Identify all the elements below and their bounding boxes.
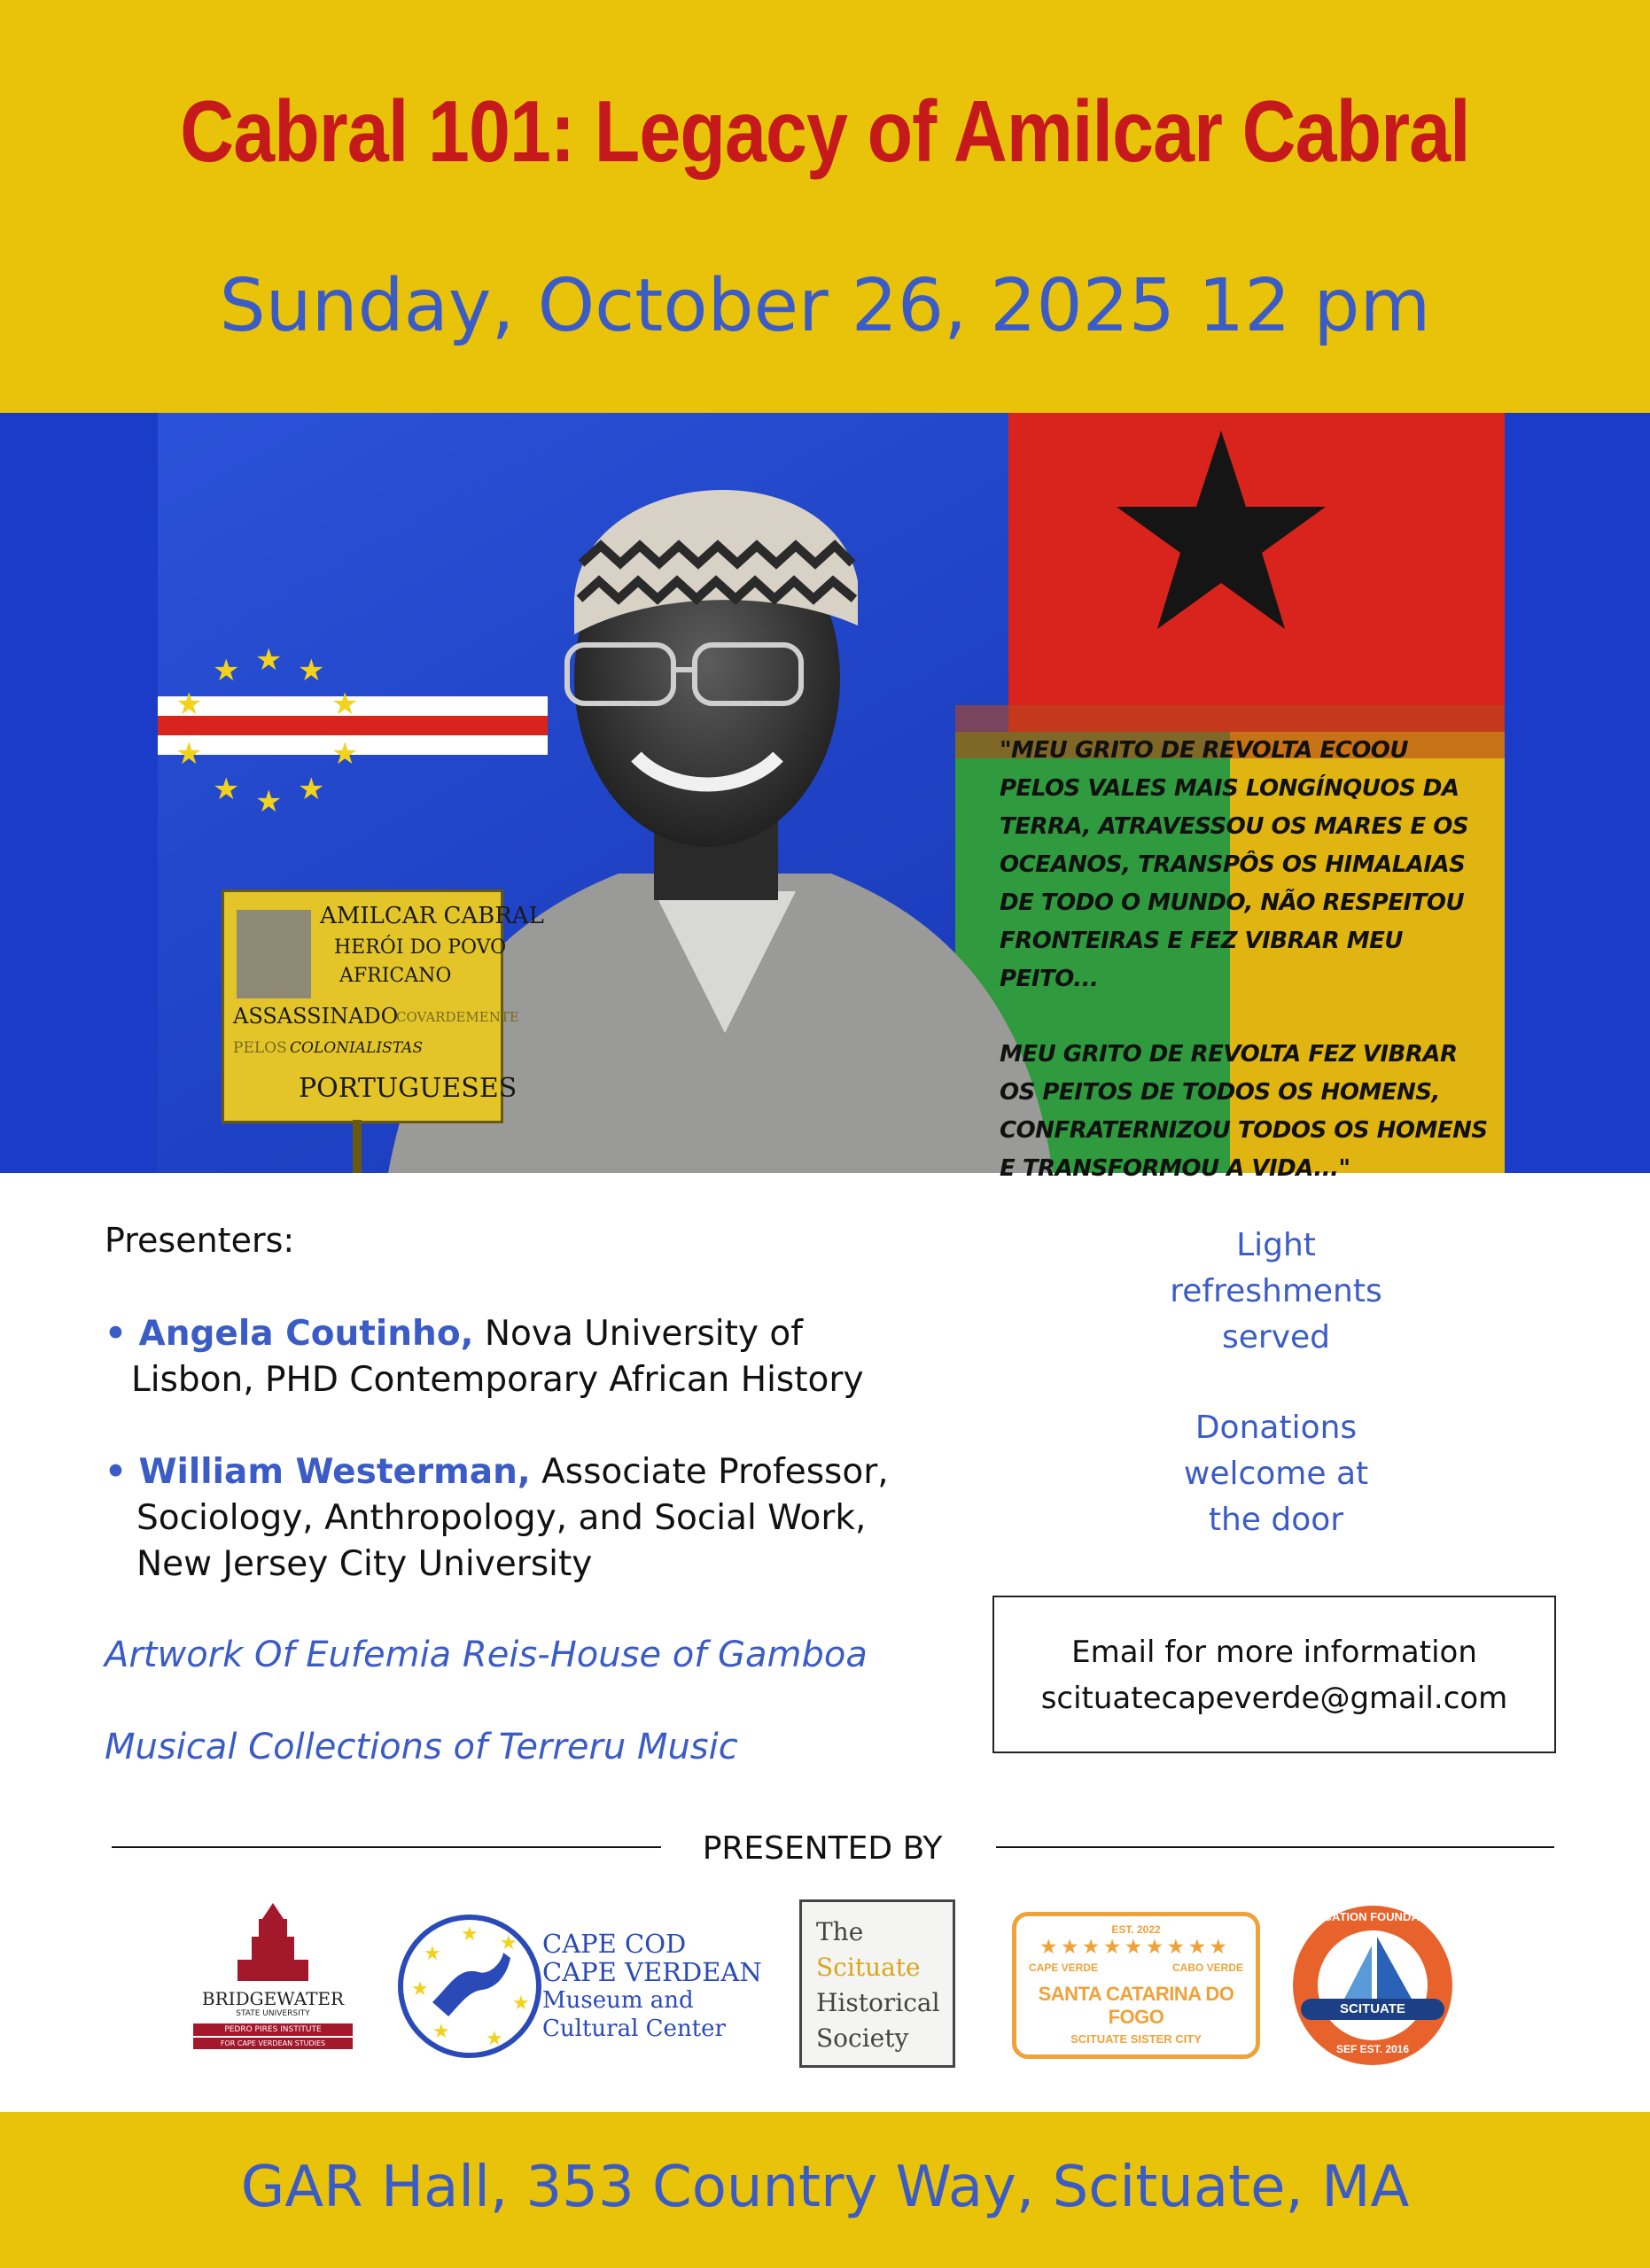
presenter-affiliation: Lisbon, PHD Contemporary African History — [131, 1360, 864, 1400]
note-line: welcome at — [1183, 1456, 1369, 1492]
sign-line: PELOS — [233, 1039, 287, 1057]
quote-paragraph: "MEU GRITO DE REVOLTA ECOOU PELOS VALES MAIS LONGÍNQUOS DA TERRA, ATRAVESSOU OS MARES E OS OCEANOS, TRANSPÔS OS HIMALAIAS DE TODO O MUNDO, NÃO RESPEITOU FRONTEIRAS E FEZ VIBRAR MEU PEITO... — [1000, 737, 1469, 992]
bridgewater-name: BRIDGEWATER — [201, 1988, 345, 2009]
svg-text:★: ★ — [424, 1943, 441, 1965]
divider-right — [996, 1846, 1554, 1848]
fogo-est: EST. 2022 — [1111, 1923, 1161, 1936]
svg-text:★: ★ — [175, 687, 203, 722]
quote-paragraph: MEU GRITO DE REVOLTA FEZ VIBRAR OS PEITOS DE TODOS OS HOMENS, CONFRATERNIZOU TODOS OS HOMENS E TRANSFORMOU A VIDA..." — [1000, 1041, 1488, 1182]
fogo-right: CABO VERDE — [1171, 1961, 1243, 1974]
revolt-quote — [1000, 732, 1496, 1225]
stars-row-icon: ★★★★★★★★★ — [1040, 1938, 1232, 1957]
institute-sub: FOR CAPE VERDEAN STUDIES — [193, 2038, 353, 2049]
sign-line: ASSASSINADO — [233, 1004, 399, 1029]
museum-line: Cultural Center — [542, 2016, 726, 2042]
note-line: refreshments — [1170, 1273, 1382, 1309]
bridgewater-sub: STATE UNIVERSITY — [236, 2009, 310, 2018]
header-band — [0, 0, 1650, 413]
sign-line: AMILCAR CABRAL — [320, 903, 544, 929]
contact-box — [992, 1596, 1556, 1753]
svg-text:★: ★ — [255, 784, 283, 819]
society-line: Historical — [816, 1988, 940, 2017]
fogo-name: SANTA CATARINA DO FOGO — [1038, 1983, 1234, 2028]
presenter-name: Angela Coutinho, — [138, 1314, 474, 1354]
sign-portrait — [237, 910, 311, 998]
museum-line: Museum and — [542, 1987, 694, 2014]
note-line: Donations — [1195, 1410, 1358, 1446]
society-line: Society — [816, 2023, 909, 2053]
historical-society-logo — [799, 1899, 955, 2068]
presenter-affiliation: New Jersey City University — [136, 1544, 593, 1584]
cape-verdean-museum-logo — [397, 1910, 762, 2070]
presented-by-heading: PRESENTED BY — [702, 1830, 943, 1867]
svg-text:★: ★ — [298, 772, 325, 807]
presenter-affiliation: Associate Professor, — [530, 1452, 889, 1492]
presenters-heading: Presenters: — [105, 1221, 295, 1260]
presenter-affiliation: Sociology, Anthropology, and Social Work, — [136, 1498, 867, 1538]
presenter-item: • William Westerman, Associate Professor, Sociology, Anthropology, and Social Work, New Jersey City University — [105, 1449, 955, 1588]
svg-text:★: ★ — [255, 642, 283, 678]
event-title: Cabral 101: Legacy of Amilcar Cabral — [180, 82, 1470, 180]
society-line: Scituate — [816, 1953, 921, 1982]
museum-line: CAPE VERDEAN — [542, 1957, 762, 1987]
svg-text:★: ★ — [298, 653, 325, 688]
svg-text:★: ★ — [432, 2021, 450, 2043]
society-line: The — [816, 1917, 864, 1946]
svg-text:★: ★ — [411, 1978, 429, 2000]
event-date: Sunday, October 26, 2025 12 pm — [219, 264, 1431, 348]
institute-name: PEDRO PIRES INSTITUTE — [193, 2023, 353, 2036]
note-line: Light — [1236, 1227, 1316, 1263]
svg-text:★: ★ — [331, 687, 359, 722]
fogo-sub: SCITUATE SISTER CITY — [1070, 2032, 1202, 2046]
contact-label: Email for more information — [1071, 1635, 1477, 1670]
note-line: served — [1221, 1319, 1330, 1355]
santa-catarina-logo — [1012, 1912, 1260, 2059]
svg-text:★: ★ — [512, 1992, 530, 2015]
tower-icon — [193, 1901, 353, 1981]
sign-line: AFRICANO — [339, 965, 452, 987]
artwork-credit: Artwork Of Eufemia Reis-House of Gamboa — [105, 1635, 868, 1675]
fogo-left: CAPE VERDE — [1029, 1961, 1099, 1974]
presenter-affiliation: Nova University of — [473, 1314, 803, 1354]
museum-emblem-icon — [397, 1914, 542, 2059]
sign-line: COLONIALISTAS — [290, 1039, 424, 1057]
svg-text:★: ★ — [213, 653, 240, 688]
presenter-item: • Angela Coutinho, Nova University of Lisbon, PHD Contemporary African History — [105, 1311, 955, 1403]
donations-note — [1134, 1405, 1418, 1543]
svg-text:★: ★ — [331, 736, 359, 772]
protest-sign — [222, 889, 544, 1123]
sign-post — [353, 1120, 362, 1173]
music-credit: Musical Collections of Terreru Music — [105, 1727, 738, 1767]
sign-line: PORTUGUESES — [299, 1073, 518, 1104]
divider-left — [112, 1846, 661, 1848]
foundation-top: EDUCATION FOUNDATION — [1299, 1910, 1446, 1923]
svg-text:★: ★ — [500, 1932, 518, 1954]
museum-line: CAPE COD — [542, 1929, 687, 1959]
contact-email-link[interactable]: scituatecapeverde@gmail.com — [1040, 1681, 1508, 1716]
note-line: the door — [1208, 1502, 1344, 1538]
education-foundation-logo — [1288, 1901, 1457, 2070]
foundation-bottom: SEF EST. 2016 — [1335, 2043, 1410, 2055]
venue-address: GAR Hall, 353 Country Way, Scituate, MA — [240, 2155, 1410, 2220]
sign-line: HERÓI DO POVO — [334, 936, 507, 959]
sign-line: COVARDEMENTE — [396, 1009, 519, 1025]
foundation-banner: SCITUATE — [1340, 2001, 1405, 2016]
svg-text:★: ★ — [486, 2028, 503, 2050]
refreshments-note — [1134, 1223, 1418, 1361]
presenter-name: William Westerman, — [138, 1452, 531, 1492]
svg-text:★: ★ — [213, 772, 240, 807]
svg-text:★: ★ — [175, 736, 203, 772]
bridgewater-logo — [193, 1901, 353, 2073]
svg-text:★: ★ — [461, 1923, 479, 1946]
